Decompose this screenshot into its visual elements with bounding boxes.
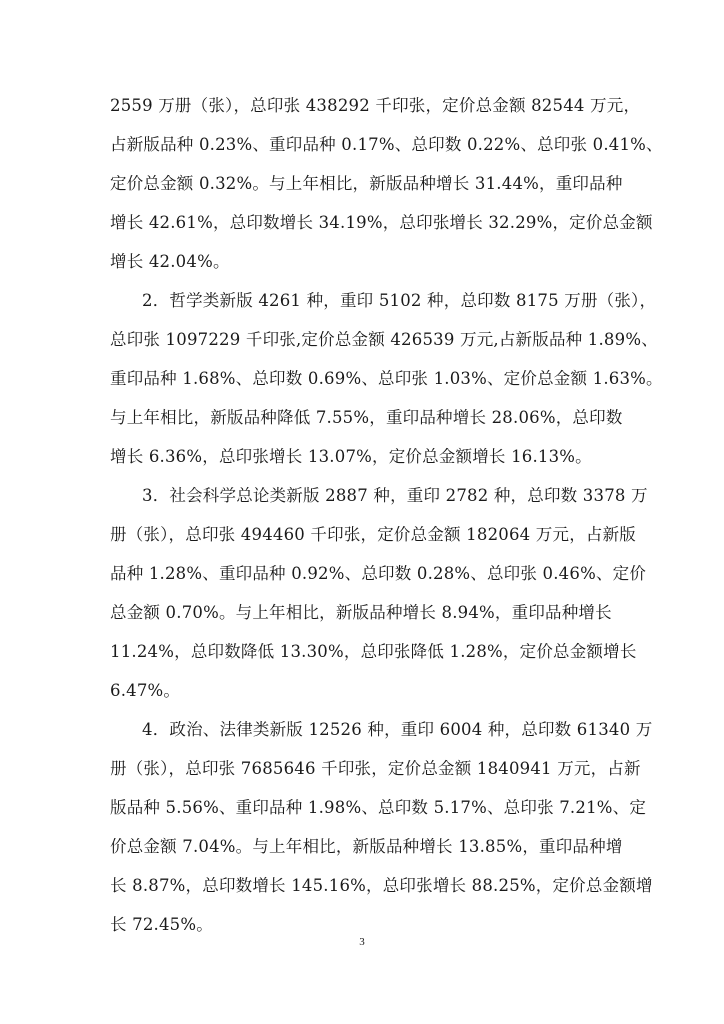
text-line: 占新版品种 0.23%、重印品种 0.17%、总印数 0.22%、总印张 0.41%、	[110, 135, 663, 154]
text-line: 品种 1.28%、重印品种 0.92%、总印数 0.28%、总印张 0.46%、定价	[110, 564, 647, 583]
text-line: 与上年相比，新版品种降低 7.55%，重印品种增长 28.06%，总印数	[110, 408, 623, 427]
text-line: 定价总金额 0.32%。与上年相比，新版品种增长 31.44%，重印品种	[110, 174, 623, 193]
text-line: 长 8.87%，总印数增长 145.16%，总印张增长 88.25%，定价总金额增	[110, 876, 653, 895]
text-line: 重印品种 1.68%、总印数 0.69%、总印张 1.03%、定价总金额 1.63%。	[110, 369, 663, 388]
text-line: 2559 万册（张），总印张 438292 千印张，定价总金额 82544 万元，	[110, 96, 641, 115]
text-line: 6.47%。	[110, 681, 181, 700]
paragraph-first-line: 2．哲学类新版 4261 种，重印 5102 种，总印数 8175 万册（张），	[142, 291, 657, 310]
page-number: 3	[359, 936, 365, 948]
text-line: 价总金额 7.04%。与上年相比，新版品种增长 13.85%，重印品种增	[110, 837, 623, 856]
text-line: 册（张），总印张 7685646 千印张，定价总金额 1840941 万元，占新	[110, 759, 641, 778]
paragraph-first-line: 3．社会科学总论类新版 2887 种，重印 2782 种，总印数 3378 万	[142, 486, 648, 505]
text-line: 增长 42.04%。	[110, 252, 230, 271]
text-line: 增长 42.61%，总印数增长 34.19%，总印张增长 32.29%，定价总金额	[110, 213, 653, 232]
paragraph-first-line: 4．政治、法律类新版 12526 种，重印 6004 种，总印数 61340 万	[142, 720, 653, 739]
text-line: 册（张），总印张 494460 千印张，定价总金额 182064 万元，占新版	[110, 525, 637, 544]
text-line: 11.24%，总印数降低 13.30%，总印张降低 1.28%，定价总金额增长	[110, 642, 637, 661]
text-line: 总印张 1097229 千印张,定价总金额 426539 万元,占新版品种 1.89%、	[110, 330, 658, 349]
text-line: 版品种 5.56%、重印品种 1.98%、总印数 5.17%、总印张 7.21%、定	[110, 798, 647, 817]
text-line: 长 72.45%。	[110, 915, 213, 934]
text-line: 总金额 0.70%。与上年相比，新版品种增长 8.94%，重印品种增长	[110, 603, 612, 622]
text-line: 增长 6.36%，总印张增长 13.07%，定价总金额增长 16.13%。	[110, 447, 592, 466]
